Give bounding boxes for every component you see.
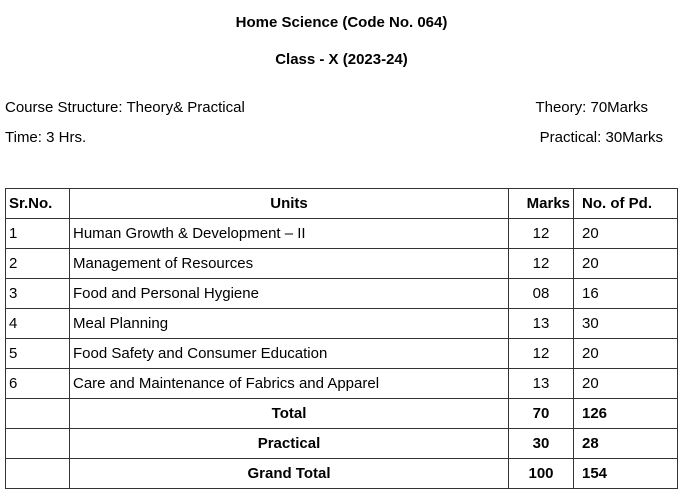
table-cell: 126 [574, 399, 678, 429]
table-row [6, 249, 678, 279]
table-row [6, 369, 678, 399]
table-cell: 20 [574, 219, 678, 249]
table-row [6, 279, 678, 309]
table-cell: 12 [509, 339, 574, 369]
time-label: Time: 3 Hrs. [5, 129, 87, 146]
table-cell: Grand Total [70, 459, 509, 489]
table-cell: 30 [509, 429, 574, 459]
table-cell: 12 [509, 249, 574, 279]
table-cell: Total [70, 399, 509, 429]
table-cell: 13 [509, 309, 574, 339]
total-row [6, 399, 678, 429]
table-cell: 13 [509, 369, 574, 399]
table-cell: 20 [574, 249, 678, 279]
table-cell: 70 [509, 399, 574, 429]
document-title: Home Science (Code No. 064) [235, 14, 448, 31]
table-cell: Care and Maintenance of Fabrics and Apparel [70, 369, 509, 399]
table-row [6, 339, 678, 369]
table-header [6, 189, 678, 219]
practical-marks: Practical: 30Marks [539, 129, 663, 146]
table-cell: 100 [509, 459, 574, 489]
table-cell: 28 [574, 429, 678, 459]
table-cell [6, 459, 70, 489]
column-header: No. of Pd. [574, 189, 678, 219]
table-cell: Practical [70, 429, 509, 459]
table-cell: 154 [574, 459, 678, 489]
total-row [6, 429, 678, 459]
table-row [6, 309, 678, 339]
table-cell: 4 [6, 309, 70, 339]
table-cell: 16 [574, 279, 678, 309]
table-cell: 12 [509, 219, 574, 249]
table-cell: 20 [574, 369, 678, 399]
table-cell: 2 [6, 249, 70, 279]
column-header: Marks [509, 189, 574, 219]
table-cell: Human Growth & Development – II [70, 219, 509, 249]
table-cell: Management of Resources [70, 249, 509, 279]
column-header: Units [70, 189, 509, 219]
table-cell: 5 [6, 339, 70, 369]
course-structure: Course Structure: Theory& Practical [5, 99, 245, 116]
table-cell: 08 [509, 279, 574, 309]
column-header: Sr.No. [6, 189, 70, 219]
table-cell [6, 399, 70, 429]
class-label: Class - X (2023-24) [275, 51, 408, 68]
table-cell: 30 [574, 309, 678, 339]
table-cell: Food and Personal Hygiene [70, 279, 509, 309]
table-cell: 6 [6, 369, 70, 399]
table-cell: Meal Planning [70, 309, 509, 339]
table-cell [6, 429, 70, 459]
table-cell: Food Safety and Consumer Education [70, 339, 509, 369]
table-cell: 1 [6, 219, 70, 249]
syllabus-table [5, 188, 678, 489]
table-cell: 20 [574, 339, 678, 369]
theory-marks: Theory: 70Marks [535, 99, 648, 116]
table-row [6, 219, 678, 249]
table-cell: 3 [6, 279, 70, 309]
total-row [6, 459, 678, 489]
